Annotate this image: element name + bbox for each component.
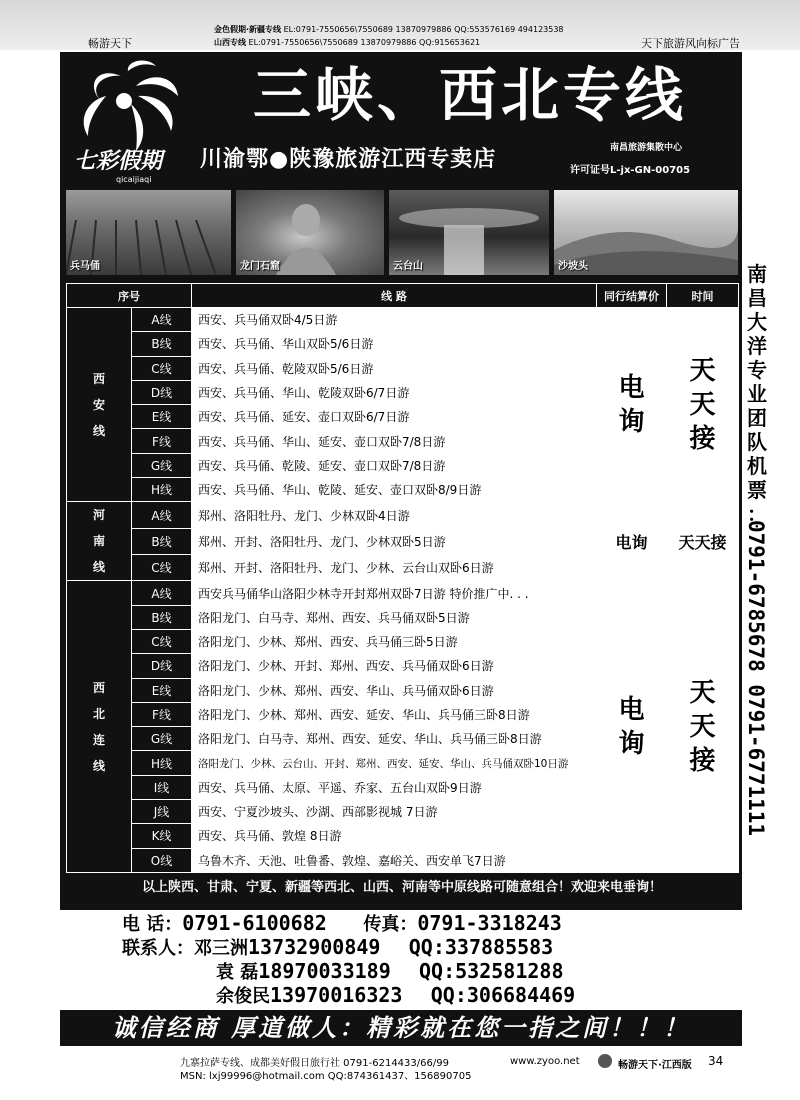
route-code: A线 bbox=[132, 581, 192, 605]
group-time-northwest: 天 天 接 bbox=[667, 581, 739, 873]
slogan-banner: 诚信经商 厚道做人：精彩就在您一指之间！！！ bbox=[60, 1010, 742, 1046]
person-name: 邓三洲 bbox=[194, 938, 248, 959]
route-description: 洛阳龙门、少林、郑州、西安、延安、华山、兵马俑三卧8日游 bbox=[192, 702, 597, 726]
header-line2-info: EL:0791-7550656\7550689 13870979886 QQ:915653621 bbox=[248, 38, 481, 47]
table-row bbox=[67, 581, 739, 605]
page-title: 三峡、西北专线 bbox=[252, 61, 687, 129]
photo-longmen-grottoes bbox=[236, 190, 384, 275]
group-label-northwest: 西 北 连 线 bbox=[67, 581, 132, 873]
route-code: C线 bbox=[132, 629, 192, 653]
group-time-xian: 天 天 接 bbox=[667, 308, 739, 502]
route-description: 洛阳龙门、少林、开封、郑州、西安、兵马俑双卧6日游 bbox=[192, 654, 597, 678]
contact-row-person-2 bbox=[216, 958, 564, 984]
route-code: C线 bbox=[132, 555, 192, 581]
combo-note: 以上陕西、甘肃、宁夏、新疆等西北、山西、河南等中原线路可随意组合！欢迎来电垂询！ bbox=[141, 880, 662, 895]
group-price-northwest: 电 询 bbox=[597, 581, 667, 873]
page-subtitle: 川渝鄂●陕豫旅游江西专卖店 bbox=[200, 147, 497, 172]
route-code: E线 bbox=[132, 678, 192, 702]
person-phone: 13970016323 bbox=[270, 983, 403, 1007]
person-phone: 13732900849 bbox=[248, 935, 381, 959]
group-label-henan: 河 南 线 bbox=[67, 502, 132, 581]
route-description: 西安、兵马俑、华山、乾陵双卧6/7日游 bbox=[192, 380, 597, 404]
license-number: 许可证号L-jx-GN-00705 bbox=[570, 165, 691, 176]
page-number: 34 bbox=[708, 1054, 724, 1068]
route-description: 西安、兵马俑、华山、乾陵、延安、壶口双卧8/9日游 bbox=[192, 478, 597, 502]
tel-label: 电 话： bbox=[122, 914, 183, 935]
photo-yuntai-mountain bbox=[389, 190, 549, 275]
route-description: 洛阳龙门、白马寺、郑州、西安、兵马俑双卧5日游 bbox=[192, 605, 597, 629]
table-row bbox=[67, 502, 739, 528]
route-code: E线 bbox=[132, 405, 192, 429]
group-time-henan: 天天接 bbox=[667, 502, 739, 581]
photo-shapotou bbox=[554, 190, 738, 275]
route-code: B线 bbox=[132, 332, 192, 356]
person-qq: QQ:306684469 bbox=[430, 983, 576, 1007]
header-line1-label: 金色假期·新疆专线 bbox=[214, 25, 282, 34]
route-code: H线 bbox=[132, 478, 192, 502]
contact-row-person-3 bbox=[216, 982, 575, 1008]
photo-caption: 云台山 bbox=[393, 261, 423, 272]
route-description: 西安、兵马俑、敦煌 8日游 bbox=[192, 824, 597, 848]
side-phones: 0791-6785678 0791-6771111 bbox=[744, 520, 768, 837]
header-line2-label: 山西专线 bbox=[214, 38, 246, 47]
person-qq: QQ:532581288 bbox=[419, 959, 564, 983]
footer-line-2: MSN: lxj99996@hotmail.com QQ:874361437、156890705 bbox=[180, 1071, 472, 1082]
route-code: O线 bbox=[132, 848, 192, 872]
fax-label: 传真： bbox=[363, 914, 418, 935]
route-description: 洛阳龙门、白马寺、郑州、西安、延安、华山、兵马俑三卧8日游 bbox=[192, 727, 597, 751]
publication-name: 畅游天下·江西版 bbox=[618, 1060, 692, 1071]
route-code: I线 bbox=[132, 775, 192, 799]
person-name: 袁 磊 bbox=[216, 962, 259, 983]
header-left-text: 畅游天下 bbox=[88, 37, 132, 50]
footer-line-1: 九寨拉萨专线、成都美好假日旅行社 0791-6214433/66/99 bbox=[180, 1058, 449, 1069]
route-description: 郑州、洛阳牡丹、龙门、少林双卧4日游 bbox=[192, 502, 597, 528]
route-code: A线 bbox=[132, 502, 192, 528]
route-description: 西安、兵马俑、乾陵双卧5/6日游 bbox=[192, 356, 597, 380]
route-description: 西安兵马俑华山洛阳少林寺开封郑州双卧7日游 特价推广中. . . bbox=[192, 581, 597, 605]
group-label-xian: 西 安 线 bbox=[67, 308, 132, 502]
route-code: F线 bbox=[132, 429, 192, 453]
header-time: 时间 bbox=[667, 284, 739, 308]
routes-table-header bbox=[67, 284, 739, 308]
brand-logo bbox=[66, 56, 191, 186]
contact-row-person-1 bbox=[122, 934, 553, 960]
group-price-xian: 电 询 bbox=[597, 308, 667, 502]
route-code: G线 bbox=[132, 727, 192, 751]
header-price: 同行结算价 bbox=[597, 284, 667, 308]
route-description: 西安、兵马俑双卧4/5日游 bbox=[192, 308, 597, 332]
route-description: 西安、兵马俑、乾陵、延安、壶口双卧7/8日游 bbox=[192, 453, 597, 477]
route-description: 洛阳龙门、少林、郑州、西安、兵马俑三卧5日游 bbox=[192, 629, 597, 653]
header-index: 序号 bbox=[67, 284, 192, 308]
route-code: H线 bbox=[132, 751, 192, 775]
header-contact-line-1 bbox=[214, 24, 564, 35]
photo-caption: 兵马俑 bbox=[70, 261, 100, 272]
side-phone-numbers bbox=[744, 520, 770, 850]
fax-number: 0791-3318243 bbox=[417, 911, 562, 935]
route-description: 西安、兵马俑、华山双卧5/6日游 bbox=[192, 332, 597, 356]
contact-row-phone bbox=[122, 910, 562, 936]
header-contact-line-2 bbox=[214, 37, 480, 48]
route-code: A线 bbox=[132, 308, 192, 332]
route-code: B线 bbox=[132, 605, 192, 629]
route-description: 西安、兵马俑、太原、平遥、乔家、五台山双卧9日游 bbox=[192, 775, 597, 799]
footer-website: www.zyoo.net bbox=[510, 1056, 580, 1067]
route-description: 洛阳龙门、少林、云台山、开封、郑州、西安、延安、华山、兵马俑双卧10日游 bbox=[192, 751, 597, 775]
route-description: 洛阳龙门、少林、郑州、西安、华山、兵马俑双卧6日游 bbox=[192, 678, 597, 702]
header-line1-info: EL:0791-7550656\7550689 13870979886 QQ:553576169 494123538 bbox=[283, 25, 564, 34]
route-code: C线 bbox=[132, 356, 192, 380]
route-description: 西安、兵马俑、延安、壶口双卧6/7日游 bbox=[192, 405, 597, 429]
header-right-text: 天下旅游风向标广告 bbox=[641, 37, 740, 50]
route-code: D线 bbox=[132, 380, 192, 404]
route-description: 西安、宁夏沙坡头、沙湖、西部影视城 7日游 bbox=[192, 800, 597, 824]
person-name: 余俊民 bbox=[216, 986, 270, 1007]
route-code: F线 bbox=[132, 702, 192, 726]
route-description: 郑州、开封、洛阳牡丹、龙门、少林、云台山双卧6日游 bbox=[192, 555, 597, 581]
tel-number: 0791-6100682 bbox=[182, 911, 327, 935]
photo-caption: 龙门石窟 bbox=[240, 261, 280, 272]
logo-pinyin: qicaijiaqi bbox=[116, 175, 152, 184]
routes-table bbox=[66, 283, 739, 873]
logo-text: 七彩假期 bbox=[74, 148, 163, 174]
center-note: 南昌旅游集散中心 bbox=[610, 143, 683, 153]
photo-caption: 沙坡头 bbox=[558, 261, 588, 272]
person-label: 联系人： bbox=[122, 938, 194, 959]
route-code: G线 bbox=[132, 453, 192, 477]
side-airline-label: 南 昌 大 洋 专 业 团 队 机 票 ： bbox=[747, 262, 767, 526]
person-qq: QQ:337885583 bbox=[408, 935, 554, 959]
route-code: D线 bbox=[132, 654, 192, 678]
route-description: 西安、兵马俑、华山、延安、壶口双卧7/8日游 bbox=[192, 429, 597, 453]
route-description: 郑州、开封、洛阳牡丹、龙门、少林双卧5日游 bbox=[192, 528, 597, 554]
contact-box bbox=[66, 910, 738, 1010]
route-code: K线 bbox=[132, 824, 192, 848]
header-route: 线 路 bbox=[192, 284, 597, 308]
route-description: 乌鲁木齐、天池、吐鲁番、敦煌、嘉峪关、西安单飞7日游 bbox=[192, 848, 597, 872]
top-bar bbox=[0, 0, 800, 50]
table-row bbox=[67, 308, 739, 332]
person-phone: 18970033189 bbox=[258, 959, 391, 983]
route-code: J线 bbox=[132, 800, 192, 824]
photo-terracotta-warriors bbox=[66, 190, 231, 275]
publication-logo-icon bbox=[598, 1054, 612, 1068]
group-price-henan: 电询 bbox=[597, 502, 667, 581]
route-code: B线 bbox=[132, 528, 192, 554]
